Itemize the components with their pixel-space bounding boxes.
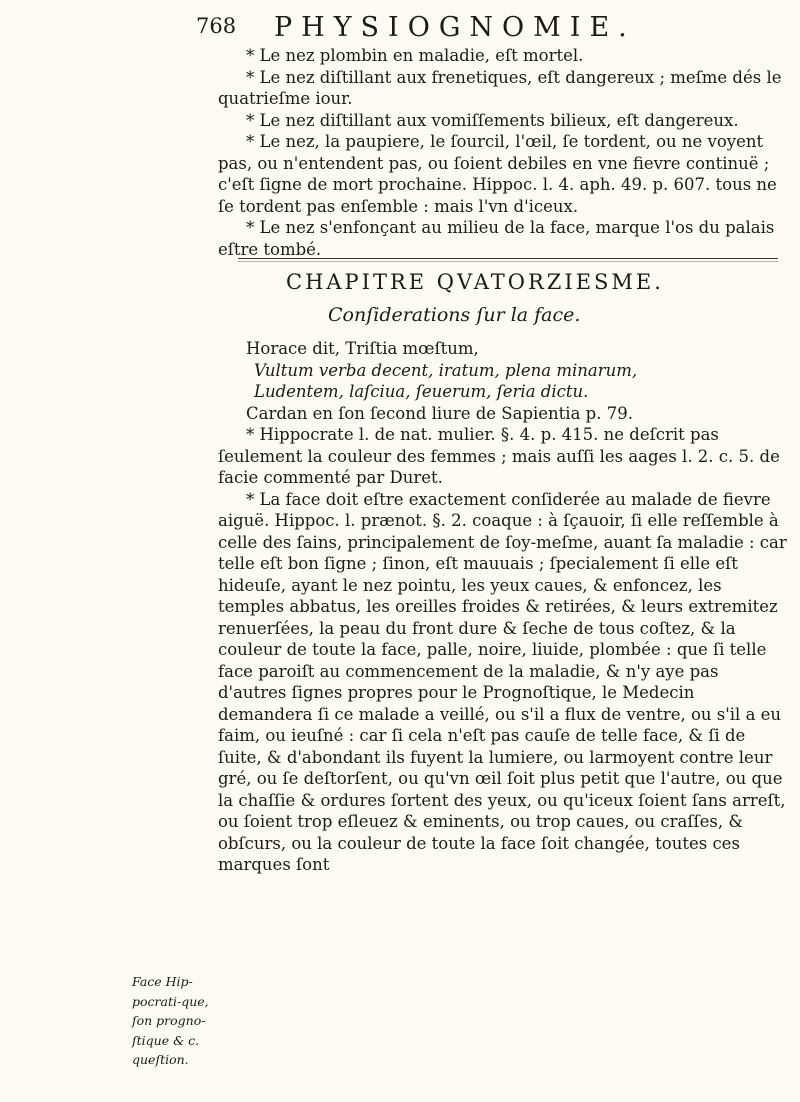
chapter-heading: CHAPITRE QVATORZIESME. xyxy=(286,270,664,294)
cardan-paragraph: Cardan en ſon ſecond liure de Sapientia p. 79. xyxy=(246,403,633,423)
horace-verse-1: Vultum verba decent, iratum, plena minarum, xyxy=(254,360,638,380)
note-enfoncant: * Le nez s'enfonçant au milieu de la face, marque l'os du palais eſtre tombé. xyxy=(218,218,775,259)
note-plombin: * Le nez plombin en maladie, eſt mortel. xyxy=(246,46,584,65)
running-head xyxy=(196,10,796,44)
note-paupiere: * Le nez, la paupiere, le ſourcil, l'œil, ſe tordent, ou ne voyent pas, ou n'entendent pas, ou ſoient debiles en vne fievre continuë ; c'eſt ſigne de mort prochaine. Hippoc. l. 4. aph. 49. p. 607. tous ne ſe tordent pas enſemble : mais l'vn d'iceux. xyxy=(218,132,777,216)
face-paragraph: * La face doit eſtre exactement conſiderée au malade de fievre aiguë. Hippoc. l. prænot. §. 2. coaque : à ſçauoir, ſi elle reſſemble à celle des ſains, principalement de ſoy-meſme, auant ſa maladie : car telle eſt bon ſigne ; ſinon, eſt mauuais ; ſpecialement ſi elle eſt hideuſe, ayant le nez pointu, les yeux caues, & enfoncez, les temples abbatus, les oreilles froides & retirées, & leurs extremitez renuerſées, la peau du front dure & ſeche de tous coſtez, & la couleur de toute la face, palle, noire, liuide, plombée : que ſi telle face paroiſt au commencement de la maladie, & n'y aye pas d'autres ſignes propres pour le Prognoſtique, le Medecin demandera ſi ce malade a veillé, ou s'il a flux de ventre, ou s'il a eu faim, ou ieuſné : car ſi cela n'eſt pas cauſe de telle face, & ſi de ſuite, & d'abondant ils fuyent la lumiere, ou larmoyent contre leur gré, ou ſe deſtorſent, ou qu'vn œil ſoit plus petit que l'autre, ou que la chaſſie & ordures ſortent des yeux, ou qu'iceux ſoient ſans arreſt, ou ſoient trop eſleuez & eminents, ou trop caues, ou craſſes, & obſcurs, ou la couleur de toute la face ſoit changée, toutes ces marques ſont xyxy=(218,489,787,874)
section-divider-shadow xyxy=(238,261,778,262)
hippocrate-paragraph: * Hippocrate l. de nat. mulier. §. 4. p. 415. ne deſcrit pas ſeulement la couleur des femmes ; mais auſſi les aages l. 2. c. 5. de facie commenté par Duret. xyxy=(218,425,780,487)
chapter-title: Conſiderations ſur la face. xyxy=(328,304,581,326)
horace-intro: Horace dit, Triſtia mœſtum, xyxy=(246,339,479,358)
note-frenetiques: * Le nez diſtillant aux frenetiques, eſt dangereux ; meſme dés le quatrieſme iour. xyxy=(218,67,782,108)
horace-verse-2: Ludentem, laſciua, ſeuerum, ſeria dictu. xyxy=(254,382,589,401)
top-notes xyxy=(218,45,792,260)
marginal-note: Face Hip-pocrati-que, ſon progno-ſtique & c. queſtion. xyxy=(132,974,209,1067)
running-title: PHYSIOGNOMIE. xyxy=(274,12,636,43)
section-divider xyxy=(238,258,778,259)
chapter-body xyxy=(218,338,792,876)
note-vomissements: * Le nez diſtillant aux vomiſſements bilieux, eſt dangereux. xyxy=(246,110,739,130)
page-number: 768 xyxy=(196,14,237,38)
